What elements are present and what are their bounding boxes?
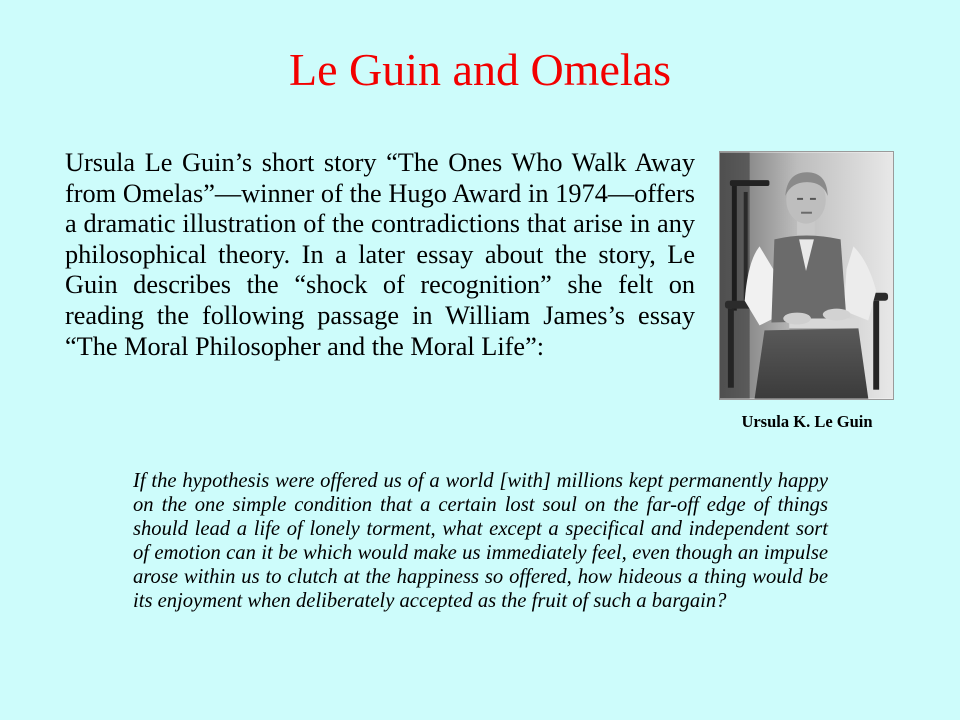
author-photo — [719, 151, 894, 400]
james-quote: If the hypothesis were offered us of a world [with] millions kept permanently happy on the one simple condition that a certain lost soul on the far-off edge of things should lead a life of lonely torment, what except a specifical and independent sort of emotion can it be which would make us immediately feel, even though an impulse arose within us to clutch at the happiness so offered, how hideous a thing would be its enjoyment when deliberately accepted as the fruit of such a bargain? — [133, 470, 828, 612]
intro-paragraph: Ursula Le Guin’s short story “The Ones Who Walk Away from Omelas”—winner of the Hugo Award in 1974—offers a dramatic illustration of the contradictions that arise in any philosophical theory. In a later essay about the story, Le Guin describes the “shock of recognition” she felt on reading the following passage in William James’s essay “The Moral Philosopher and the Moral Life”: — [65, 148, 695, 361]
photo-caption: Ursula K. Le Guin — [741, 412, 873, 431]
author-portrait-image — [720, 152, 893, 399]
slide-title: Le Guin and Omelas — [289, 44, 671, 95]
